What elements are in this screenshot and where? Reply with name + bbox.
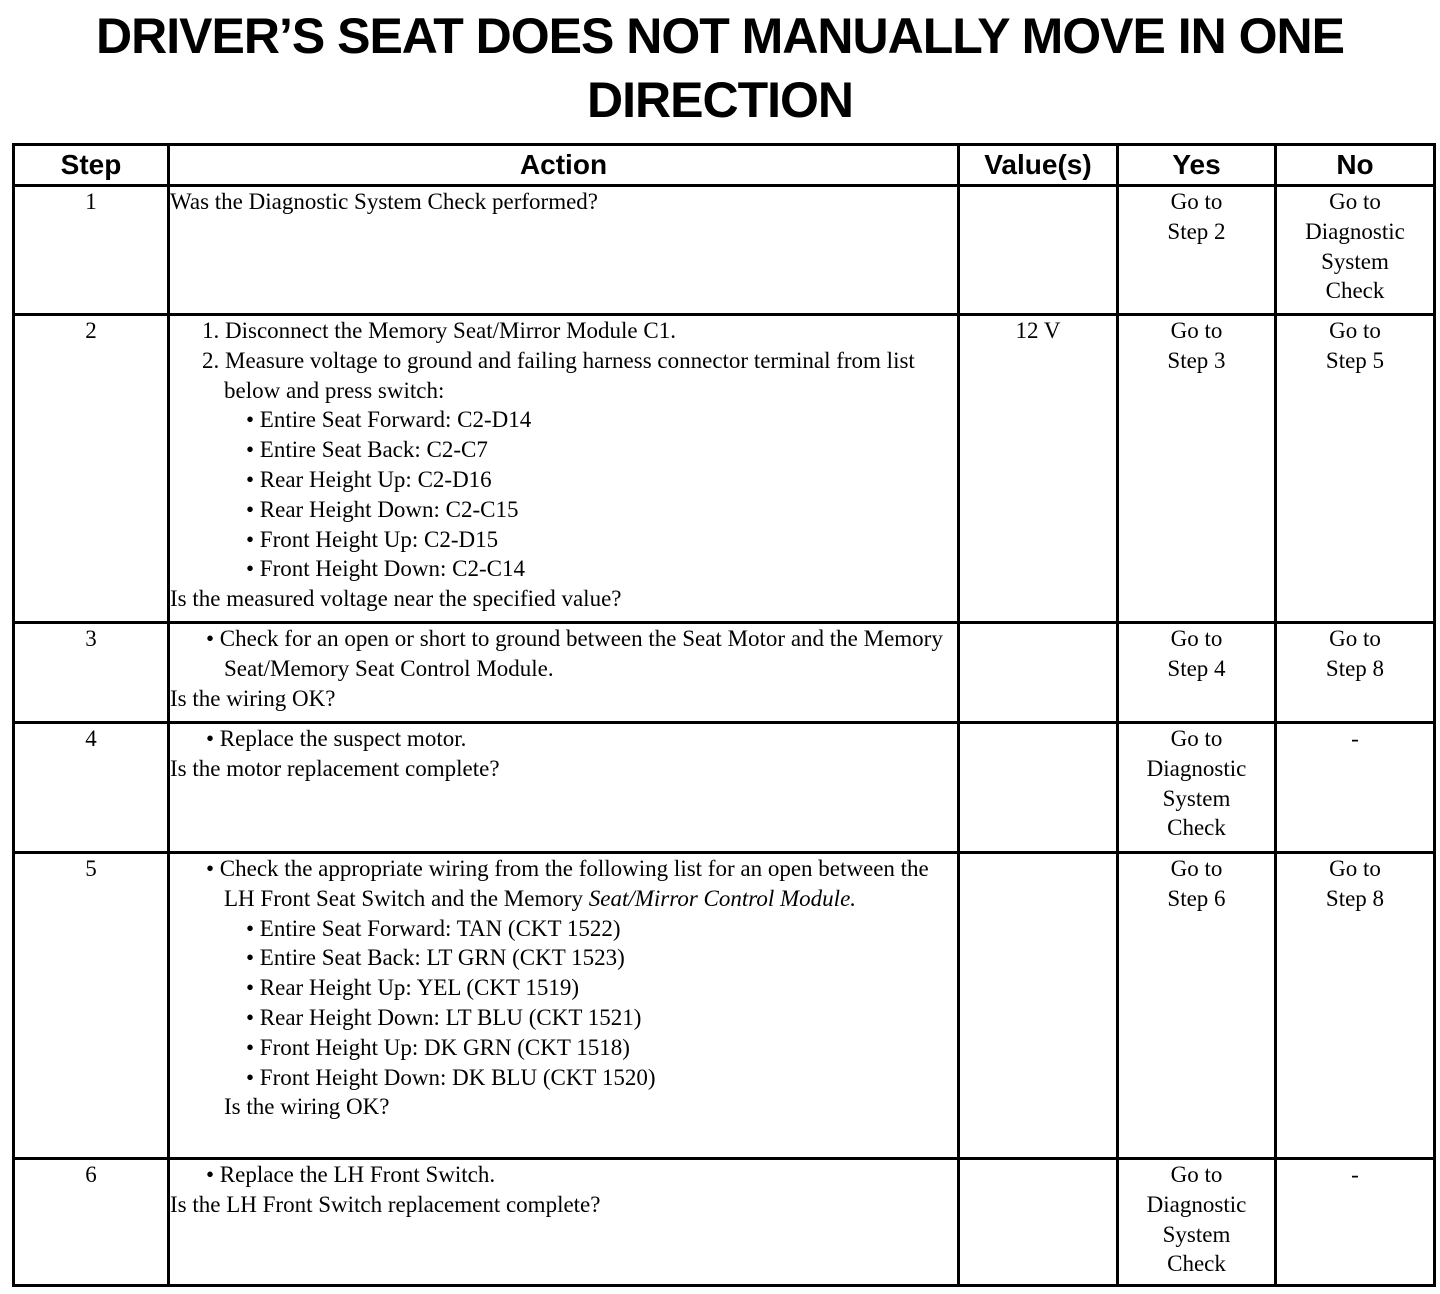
value-cell — [959, 623, 1118, 723]
action-question: Is the LH Front Switch replacement complete? — [170, 1191, 601, 1217]
no-cell — [1276, 186, 1435, 315]
value-cell — [959, 853, 1118, 1159]
table-row — [14, 853, 1435, 1159]
step-number: 4 — [14, 723, 169, 853]
yes-cell — [1118, 315, 1276, 623]
yes-line: Diagnostic — [1146, 1191, 1247, 1217]
bullet-item: • Rear Height Up: C2-D16 — [246, 466, 492, 492]
value-cell — [959, 186, 1118, 315]
no-line: Step 5 — [1325, 347, 1385, 373]
title-line-2: DIRECTION — [587, 72, 853, 128]
no-line: - — [1351, 1162, 1359, 1187]
header-no: No — [1276, 145, 1435, 186]
yes-line: System — [1162, 1221, 1231, 1247]
step-number: 5 — [14, 853, 169, 1159]
no-cell — [1276, 1159, 1435, 1286]
step-number: 3 — [14, 623, 169, 723]
no-line: Go to — [1329, 189, 1381, 214]
header-values: Value(s) — [959, 145, 1118, 186]
no-line: System — [1321, 248, 1389, 274]
yes-line: Check — [1167, 1251, 1226, 1277]
title-line-1: DRIVER’S SEAT DOES NOT MANUALLY MOVE IN ONE — [96, 8, 1344, 64]
yes-line: Go to — [1170, 856, 1223, 881]
bullet-item: • Check for an open or short to ground between the Seat Motor and the Memory Seat/Memory Seat Control Module. — [206, 626, 943, 681]
yes-line: Go to — [1170, 189, 1223, 214]
no-line: Go to — [1329, 626, 1381, 651]
value-cell — [959, 1159, 1118, 1286]
header-row — [14, 145, 1435, 186]
bullet-item: • Rear Height Down: LT BLU (CKT 1521) — [246, 1004, 642, 1030]
yes-line: Go to — [1170, 626, 1223, 651]
yes-line: Go to — [1170, 1162, 1223, 1187]
table-row — [14, 186, 1435, 315]
step-number: 2 — [14, 315, 169, 623]
action-question: Is the wiring OK? — [170, 685, 336, 711]
bullet-item: • Entire Seat Back: LT GRN (CKT 1523) — [246, 945, 625, 971]
action-cell — [169, 315, 959, 623]
no-cell — [1276, 623, 1435, 723]
numbered-item: 1. Disconnect the Memory Seat/Mirror Module C1. — [202, 318, 676, 343]
yes-line: Go to — [1170, 318, 1223, 343]
page-title — [0, 4, 1440, 132]
bullet-item: • Replace the LH Front Switch. — [206, 1162, 496, 1187]
bullet-item: • Rear Height Down: C2-C15 — [246, 496, 519, 522]
bullet-item — [206, 854, 957, 914]
yes-cell — [1118, 853, 1276, 1159]
no-line: Diagnostic — [1305, 218, 1405, 244]
yes-line: Step 2 — [1167, 218, 1226, 244]
table-row — [14, 723, 1435, 853]
value-cell — [959, 723, 1118, 853]
no-line: Go to — [1329, 318, 1381, 343]
header-step: Step — [14, 145, 169, 186]
yes-cell — [1118, 186, 1276, 315]
action-cell — [169, 1159, 959, 1286]
no-cell — [1276, 723, 1435, 853]
step-number: 6 — [14, 1159, 169, 1286]
bullet-text-italic: Seat/Mirror Control Module. — [588, 885, 857, 911]
action-cell — [169, 623, 959, 723]
action-cell — [169, 853, 959, 1159]
action-question: Was the Diagnostic System Check performed? — [170, 189, 599, 214]
diagnostic-table — [12, 143, 1436, 1287]
action-cell — [169, 723, 959, 853]
bullet-item: • Front Height Down: DK BLU (CKT 1520) — [246, 1064, 656, 1090]
no-line: Step 8 — [1325, 885, 1385, 911]
bullet-item: • Front Height Up: C2-D15 — [246, 526, 499, 552]
yes-line: Diagnostic — [1146, 755, 1247, 781]
yes-line: System — [1162, 785, 1231, 811]
bullet-item: • Front Height Up: DK GRN (CKT 1518) — [246, 1034, 630, 1060]
table-row — [14, 623, 1435, 723]
yes-line: Go to — [1170, 726, 1223, 751]
no-cell — [1276, 853, 1435, 1159]
header-action: Action — [169, 145, 959, 186]
yes-line: Check — [1167, 815, 1226, 841]
step-number: 1 — [14, 186, 169, 315]
table-row — [14, 1159, 1435, 1286]
bullet-item: • Replace the suspect motor. — [206, 726, 467, 751]
bullet-item: • Entire Seat Forward: TAN (CKT 1522) — [246, 915, 621, 941]
header-yes: Yes — [1118, 145, 1276, 186]
numbered-item: 2. Measure voltage to ground and failing harness connector terminal from list below and press switch: — [202, 347, 915, 403]
yes-line: Step 6 — [1167, 885, 1226, 911]
bullet-item: • Entire Seat Back: C2-C7 — [246, 437, 488, 463]
yes-line: Step 4 — [1167, 655, 1226, 681]
table-row — [14, 315, 1435, 623]
no-line: Step 8 — [1325, 655, 1385, 681]
action-question: Is the wiring OK? — [224, 1094, 390, 1120]
bullet-item: • Entire Seat Forward: C2-D14 — [246, 407, 532, 433]
yes-cell — [1118, 723, 1276, 853]
bullet-text: • Check the appropriate wiring from the following list for an open between the LH Front Seat Switch and the Memory — [206, 856, 929, 911]
yes-cell — [1118, 623, 1276, 723]
no-line: Go to — [1329, 856, 1381, 881]
no-cell — [1276, 315, 1435, 623]
yes-cell — [1118, 1159, 1276, 1286]
bullet-item: • Rear Height Up: YEL (CKT 1519) — [246, 975, 579, 1001]
yes-line: Step 3 — [1167, 347, 1226, 373]
no-line: Check — [1325, 278, 1385, 304]
action-question: Is the measured voltage near the specified value? — [170, 586, 622, 612]
action-question: Is the motor replacement complete? — [170, 755, 500, 781]
action-cell — [169, 186, 959, 315]
no-line: - — [1351, 726, 1359, 751]
value-cell: 12 V — [959, 315, 1118, 623]
bullet-item: • Front Height Down: C2-C14 — [246, 556, 525, 582]
